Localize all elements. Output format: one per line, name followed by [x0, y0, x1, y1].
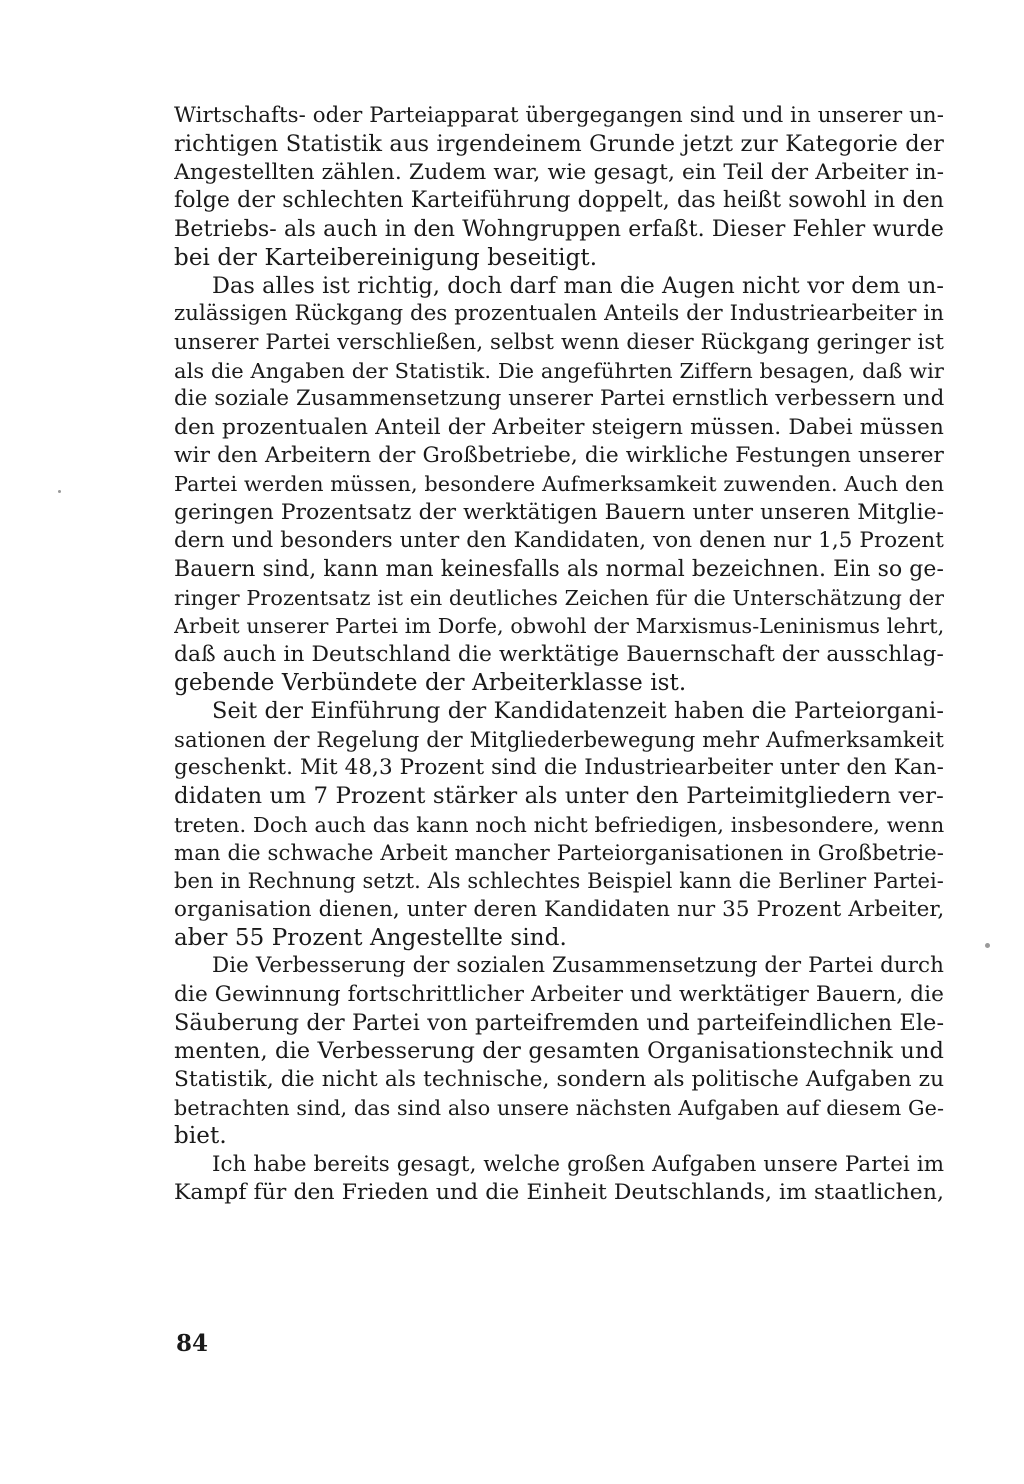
- text-line: Wirtschafts- oder Parteiapparat übergegangen sind und in unserer un-: [174, 103, 944, 128]
- text-line: wir den Arbeitern der Großbetriebe, die wirkliche Festungen unserer: [174, 443, 944, 469]
- text-line: bei der Karteibereinigung beseitigt.: [174, 244, 598, 271]
- text-line: unserer Partei verschließen, selbst wenn dieser Rückgang geringer ist: [174, 329, 944, 355]
- text-line: Kampf für den Frieden und die Einheit Deutschlands, im staatlichen,: [174, 1180, 944, 1206]
- text-line: zulässigen Rückgang des prozentualen Anteils der Industriearbeiter in: [174, 301, 944, 327]
- text-line: Bauern sind, kann man keinesfalls als normal bezeichnen. Ein so ge-: [174, 556, 944, 582]
- text-line: daß auch in Deutschland die werktätige Bauernschaft der ausschlag-: [174, 641, 944, 667]
- text-line: aber 55 Prozent Angestellte sind.: [174, 924, 567, 951]
- text-line: ben in Rechnung setzt. Als schlechtes Beispiel kann die Berliner Partei-: [174, 869, 944, 894]
- text-line: betrachten sind, das sind also unsere nächsten Aufgaben auf diesem Ge-: [174, 1096, 944, 1121]
- text-line: Die Verbesserung der sozialen Zusammensetzung der Partei durch: [212, 953, 944, 979]
- text-line: menten, die Verbesserung der gesamten Organisationstechnik und: [174, 1038, 944, 1065]
- text-line: Seit der Einführung der Kandidatenzeit haben die Parteiorgani-: [212, 698, 944, 725]
- text-line: didaten um 7 Prozent stärker als unter den Parteimitgliedern ver-: [174, 783, 944, 810]
- text-line: Arbeit unserer Partei im Dorfe, obwohl der Marxismus-Leninismus lehrt,: [174, 614, 944, 639]
- text-line: die Gewinnung fortschrittlicher Arbeiter und werktätiger Bauern, die: [174, 981, 944, 1007]
- scan-speck: [985, 943, 990, 948]
- text-line: folge der schlechten Karteiführung doppelt, das heißt sowohl in den: [174, 188, 944, 214]
- text-line: richtigen Statistik aus irgendeinem Grunde jetzt zur Kategorie der: [174, 131, 944, 158]
- text-line: organisation dienen, unter deren Kandidaten nur 35 Prozent Arbeiter,: [174, 896, 944, 922]
- text-line: als die Angaben der Statistik. Die angeführten Ziffern besagen, daß wir: [174, 359, 944, 384]
- text-line: geschenkt. Mit 48,3 Prozent sind die Industriearbeiter unter den Kan-: [174, 754, 944, 780]
- text-line: biet.: [174, 1123, 227, 1150]
- text-line: Statistik, die nicht als technische, sondern als politische Aufgaben zu: [174, 1066, 944, 1092]
- text-line: den prozentualen Anteil der Arbeiter steigern müssen. Dabei müssen: [174, 414, 944, 440]
- text-line: Das alles ist richtig, doch darf man die Augen nicht vor dem un-: [212, 273, 944, 300]
- text-line: ringer Prozentsatz ist ein deutliches Zeichen für die Unterschätzung der: [174, 585, 944, 610]
- text-line: dern und besonders unter den Kandidaten, von denen nur 1,5 Prozent: [174, 528, 944, 554]
- text-line: man die schwache Arbeit mancher Parteiorganisationen in Großbetrie-: [174, 839, 944, 865]
- text-line: treten. Doch auch das kann noch nicht befriedigen, insbesondere, wenn: [174, 812, 944, 837]
- scan-speck: [58, 490, 61, 493]
- body-text: [174, 102, 944, 1207]
- text-line: Ich habe bereits gesagt, welche großen Aufgaben unsere Partei im: [212, 1151, 944, 1177]
- page-number: 84: [176, 1330, 209, 1357]
- text-line: Partei werden müssen, besondere Aufmerksamkeit zuwenden. Auch den: [174, 472, 944, 497]
- text-line: Angestellten zählen. Zudem war, wie gesagt, ein Teil der Arbeiter in-: [174, 159, 944, 185]
- text-line: Säuberung der Partei von parteifremden und parteifeindlichen Ele-: [174, 1010, 944, 1036]
- text-line: Betriebs- als auch in den Wohngruppen erfaßt. Dieser Fehler wurde: [174, 216, 944, 243]
- text-line: sationen der Regelung der Mitgliederbewegung mehr Aufmerksamkeit: [174, 726, 944, 752]
- text-line: geringen Prozentsatz der werktätigen Bauern unter unseren Mitglie-: [174, 499, 944, 525]
- text-line: gebende Verbündete der Arbeiterklasse ist.: [174, 669, 687, 696]
- text-line: die soziale Zusammensetzung unserer Partei ernstlich verbessern und: [174, 386, 944, 412]
